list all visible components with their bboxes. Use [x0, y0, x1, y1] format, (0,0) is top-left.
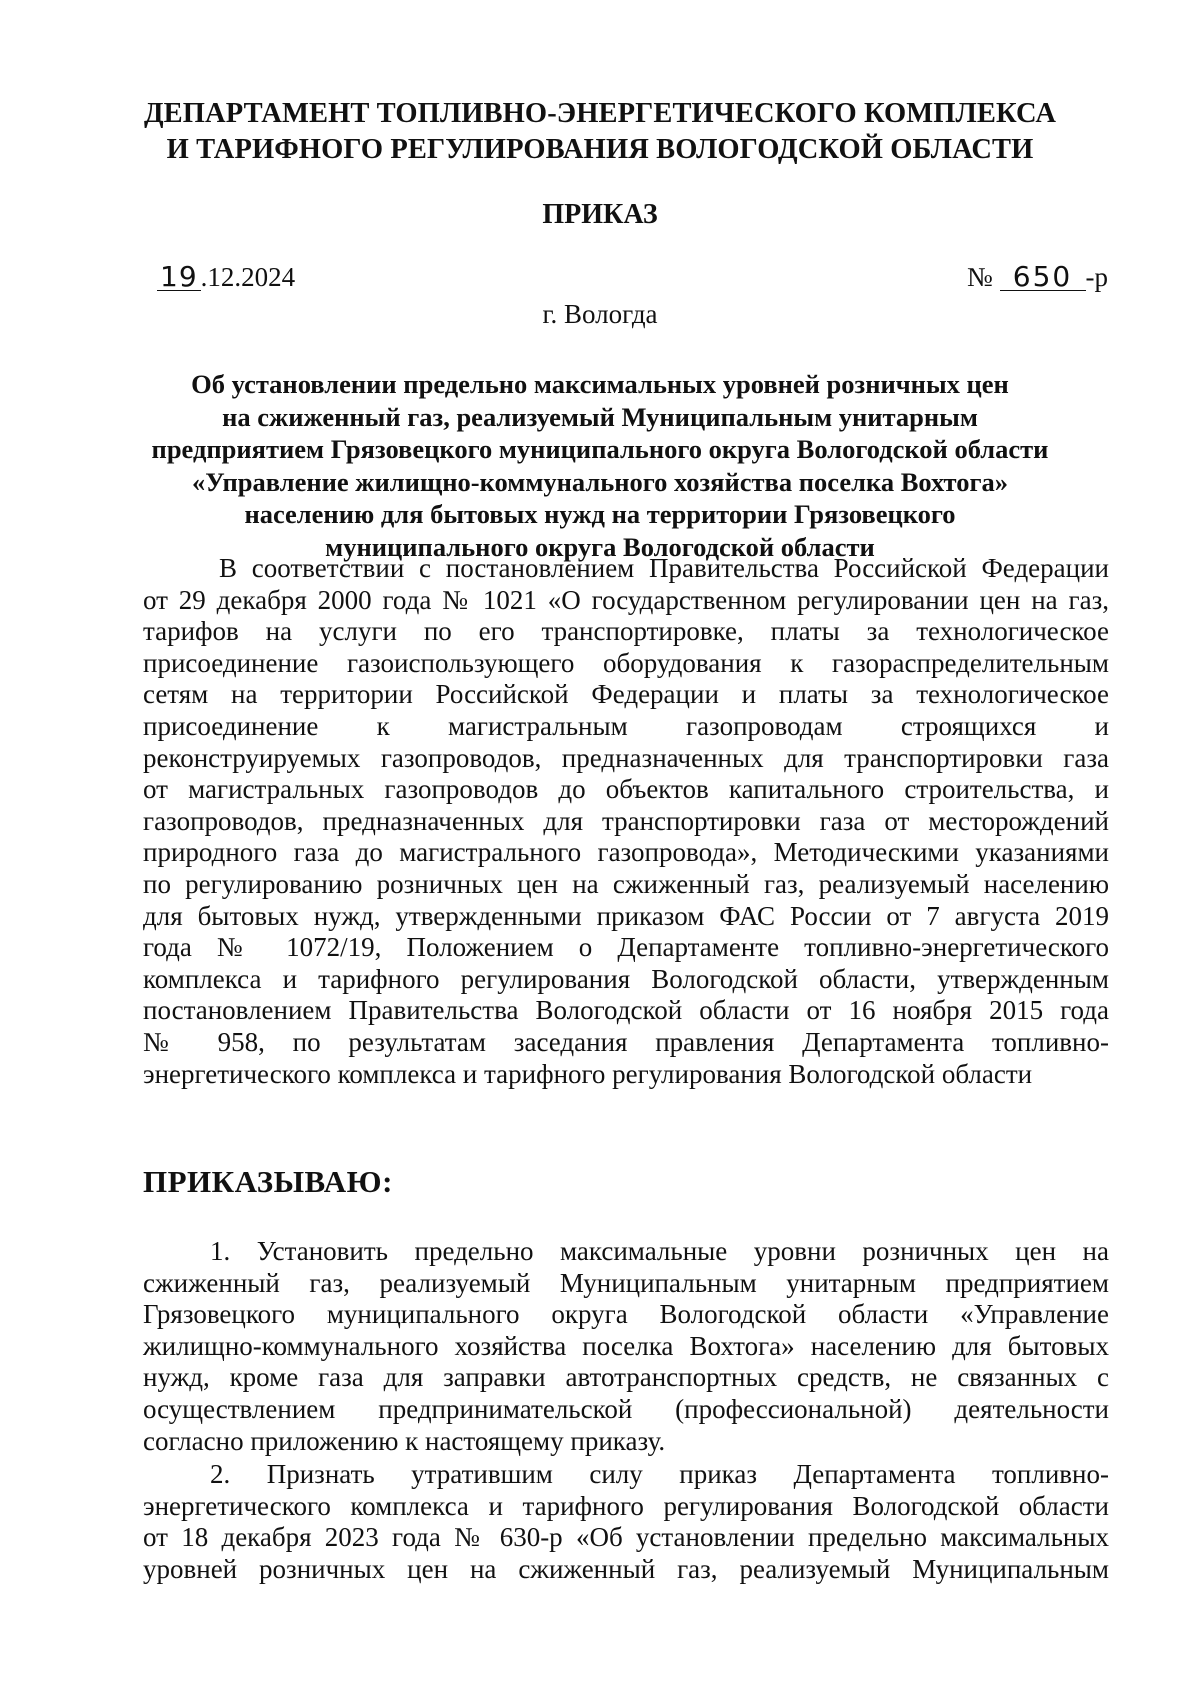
preamble-line: № 958, по результатам заседания правления Департамента топливно- — [143, 1026, 1109, 1057]
preamble-line: газопроводов, предназначенных для транспортировки газа от месторождений — [143, 805, 1109, 836]
preamble-line: В соответствии с постановлением Правительства Российской Федерации — [219, 553, 1109, 583]
item1-line: осуществлением предпринимательской (профессиональной) деятельности — [143, 1393, 1109, 1424]
order-subject — [120, 368, 1080, 563]
item1-line: нужд, кроме газа для заправки автотранспортных средств, не связанных с — [143, 1362, 1109, 1393]
item1-line: согласно приложению к настоящему приказу. — [143, 1425, 666, 1456]
preamble-line: реконструируемых газопроводов, предназначенных для транспортировки газа — [143, 742, 1109, 773]
department-heading — [0, 96, 1200, 168]
city: г. Вологда — [542, 299, 658, 329]
item2-line: уровней розничных цен на сжиженный газ, реализуемый Муниципальным — [143, 1553, 1109, 1584]
preamble-line: присоединение газоиспользующего оборудования к газораспределительным — [143, 647, 1109, 678]
number-prefix: № — [966, 262, 993, 292]
subject-line: Об установлении предельно максимальных уровней розничных цен — [191, 369, 1009, 399]
preamble-line: присоединение к магистральным газопроводам строящихся и — [143, 710, 1109, 741]
order-item-2 — [143, 1459, 1109, 1585]
number-suffix: -р — [1085, 262, 1108, 292]
item1-line: сжиженный газ, реализуемый Муниципальным унитарным предприятием — [143, 1267, 1109, 1298]
preamble-line: для бытовых нужд, утвержденными приказом ФАС России от 7 августа 2019 — [143, 900, 1109, 931]
preamble-line: от 29 декабря 2000 года № 1021 «О государственном регулировании цен на газ, — [143, 584, 1109, 615]
orders-word: ПРИКАЗЫВАЮ: — [143, 1164, 393, 1199]
item2-line: энергетического комплекса и тарифного регулирования Вологодской области — [143, 1490, 1109, 1521]
preamble-line: постановлением Правительства Вологодской области от 16 ноября 2015 года — [143, 995, 1109, 1026]
preamble-line: комплекса и тарифного регулирования Вологодской области, утвержденным — [143, 963, 1109, 994]
preamble-line: природного газа до магистрального газопровода», Методическими указаниями — [143, 837, 1109, 868]
subject-line: «Управление жилищно-коммунального хозяйства поселка Вохтога» — [191, 466, 1009, 497]
date-day-handwritten: 19 — [157, 264, 201, 291]
subject-line: муниципального округа Вологодской области — [325, 531, 875, 562]
number-handwritten: 650 — [1000, 264, 1086, 291]
subject-line: на сжиженный газ, реализуемый Муниципальным унитарным — [222, 401, 978, 432]
document-type: ПРИКАЗ — [542, 199, 658, 230]
date-month-year: .12.2024 — [200, 262, 296, 292]
subject-line: предприятием Грязовецкого муниципального округа Вологодской области — [151, 434, 1049, 464]
document-number — [967, 260, 1108, 294]
preamble-line: года № 1072/19, Положением о Департаменте топливно-энергетического — [143, 932, 1109, 963]
preamble-line: по регулированию розничных цен на сжиженный газ, реализуемый населению — [143, 868, 1109, 899]
item1-line: жилищно-коммунального хозяйства поселка Вохтога» населению для бытовых — [143, 1330, 1109, 1361]
preamble-line: тарифов на услуги по его транспортировке, платы за технологическое — [143, 616, 1109, 647]
subject-line: населению для бытовых нужд на территории Грязовецкого — [244, 499, 956, 529]
item2-line: от 18 декабря 2023 года № 630-р «Об установлении предельно максимальных — [143, 1522, 1109, 1553]
department-line-2: И ТАРИФНОГО РЕГУЛИРОВАНИЯ ВОЛОГОДСКОЙ ОБЛАСТИ — [166, 134, 1034, 165]
item1-line: Грязовецкого муниципального округа Вологодской области «Управление — [143, 1299, 1109, 1330]
preamble-line: от магистральных газопроводов до объектов капитального строительства, и — [143, 774, 1109, 805]
item2-line: 2. Признать утратившим силу приказ Департамента топливно- — [210, 1459, 1109, 1489]
preamble-line: сетям на территории Российской Федерации и платы за технологическое — [143, 679, 1109, 710]
document-date — [157, 260, 295, 294]
preamble-line: энергетического комплекса и тарифного регулирования Вологодской области — [143, 1058, 1033, 1089]
item1-line: 1. Установить предельно максимальные уровни розничных цен на — [210, 1236, 1109, 1266]
department-line-1: ДЕПАРТАМЕНТ ТОПЛИВНО-ЭНЕРГЕТИЧЕСКОГО КОМПЛЕКСА — [143, 98, 1057, 129]
order-item-1 — [143, 1236, 1109, 1457]
preamble-paragraph — [143, 553, 1109, 1090]
